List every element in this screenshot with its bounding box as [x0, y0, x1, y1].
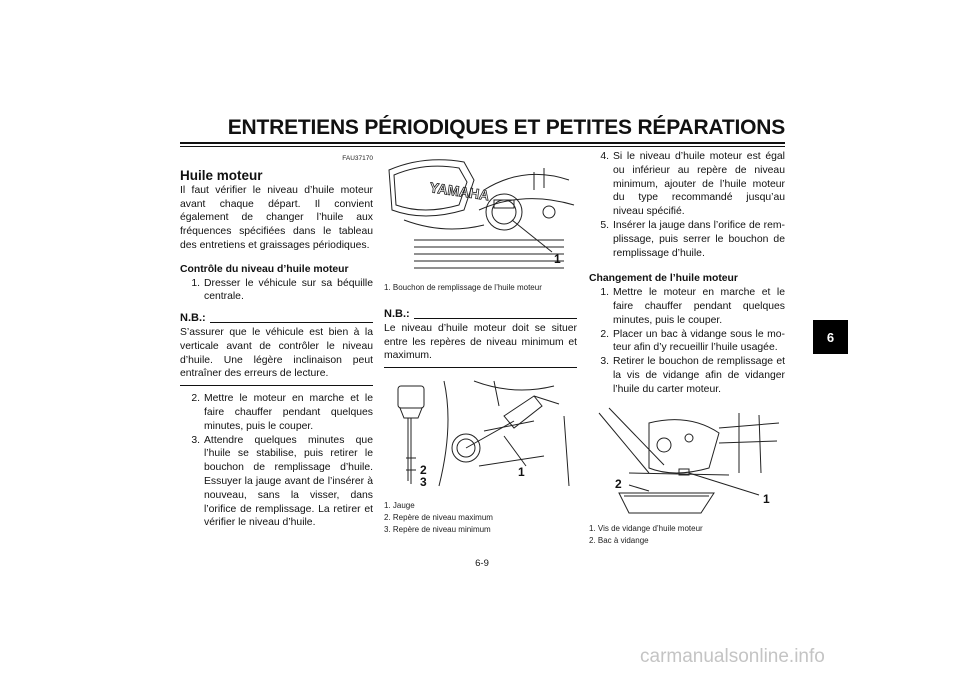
change-step-3: [589, 355, 785, 396]
subheading-change: Changement de l’huile moteur: [589, 273, 738, 285]
step-number: 2.: [191, 393, 200, 405]
change-step-1: [589, 286, 785, 327]
note-end-rule: [384, 367, 577, 368]
figure-dipstick: [384, 376, 577, 494]
step-text: Mettre le moteur en marche et le faire chauffer pendant quelques minutes, puis le couper.: [204, 393, 373, 432]
fig1-brand: YAMAHA: [428, 179, 491, 204]
watermark: carmanualsonline.info: [640, 646, 825, 667]
column-left: [180, 150, 373, 530]
note-rule: [210, 322, 373, 323]
step-number: 2.: [600, 328, 609, 340]
dipstick-illustration: [384, 376, 577, 494]
note-label: N.B.:: [384, 308, 410, 320]
header-rule-thin: [180, 146, 785, 147]
step-text: Placer un bac à vidange sous le moteur afin d’y recueillir l’huile usagée.: [613, 328, 785, 354]
header-rule: [180, 142, 785, 144]
fig1-callout-1: 1: [554, 252, 561, 266]
step-number: 4.: [600, 151, 609, 162]
note-header: [384, 308, 577, 322]
engine-illustration: [384, 150, 577, 280]
step-number: 5.: [600, 219, 609, 231]
note-rule: [414, 318, 577, 319]
column-right: [589, 150, 785, 547]
figure-oil-filler-cap: [384, 150, 577, 280]
note-text: Le niveau d’huile moteur doit se situer entre les repères de niveau minimum et maximum.: [384, 322, 577, 362]
change-step-2: [589, 328, 785, 356]
step-text: Attendre quelques minutes que l’huile se stabilise, puis retirer le bouchon de remplissage d’huile. Essuyer la jauge avant de l’insérer à nouveau, sans la visser, dans l’orifice de remplissage. La retirer et vérifier le niveau d’huile.: [204, 434, 373, 529]
fig2-caption-1: 1. Jauge: [384, 501, 415, 511]
step-number: 1.: [191, 277, 200, 289]
note-end-rule: [180, 385, 373, 386]
fig3-caption-2: 2. Bac à vidange: [589, 535, 649, 545]
step-2: [180, 392, 373, 433]
column-middle: [384, 150, 577, 536]
step-text: Si le niveau d’huile moteur est égal ou inférieur au repère de niveau minimum, ajouter de l’huile moteur du type recommandé jusqu’au niveau spécifié.: [613, 151, 785, 218]
fig3-callout-2: 2: [615, 476, 622, 491]
note-text: S’assurer que le véhicule est bien à la verticale avant de contrôler le niveau d’huile. Une légère inclinaison peut entraîner des erreurs de lecture.: [180, 326, 373, 380]
step-text: Insérer la jauge dans l’orifice de remplissage, puis serrer le bouchon de remplissage d’huile.: [613, 219, 785, 259]
fig2-callout-3: 3: [420, 475, 427, 490]
fig2-caption-3: 3. Repère de niveau minimum: [384, 525, 491, 535]
page-number: 6-9: [475, 558, 489, 569]
fig3-callout-1: 1: [763, 491, 770, 506]
step-number: 3.: [600, 356, 609, 368]
step-3: [180, 434, 373, 531]
note-header: [180, 312, 373, 326]
step-text: Dresser le véhicule sur sa béquille centrale.: [204, 277, 373, 303]
step-number: 3.: [191, 434, 200, 446]
page-title: ENTRETIENS PÉRIODIQUES ET PETITES RÉPARATIONS: [227, 116, 785, 139]
reference-code: FAU37170: [342, 155, 373, 162]
step-1: [180, 277, 373, 305]
step-5: [589, 219, 785, 260]
fig2-caption-2: 2. Repère de niveau maximum: [384, 513, 493, 523]
intro-paragraph: Il faut vérifier le niveau d’huile moteur avant chaque départ. Il convient également de changer l’huile aux fréquences spécifiées dans le tableau des entretiens et graissages périodiques.: [180, 184, 373, 251]
note-label: N.B.:: [180, 312, 206, 325]
step-4: [589, 150, 785, 219]
chapter-tab: 6: [813, 320, 848, 354]
step-number: 1.: [600, 287, 609, 299]
subheading-check: Contrôle du niveau d’huile moteur: [180, 263, 349, 275]
fig2-callout-2: 2: [420, 463, 427, 478]
fig1-caption: 1. Bouchon de remplissage de l’huile moteur: [384, 283, 542, 292]
figure-drain-bolt: [589, 403, 785, 519]
step-text: Mettre le moteur en marche et le faire chauffer pendant quelques minutes, puis le couper.: [613, 287, 785, 326]
drain-illustration: [589, 403, 785, 519]
fig3-caption-1: 1. Vis de vidange d’huile moteur: [589, 523, 703, 533]
step-text: Retirer le bouchon de remplissage et la vis de vidange afin de vidanger l’huile du carter moteur.: [613, 356, 785, 395]
section-heading: Huile moteur: [180, 167, 263, 183]
fig2-callout-1: 1: [518, 465, 525, 480]
